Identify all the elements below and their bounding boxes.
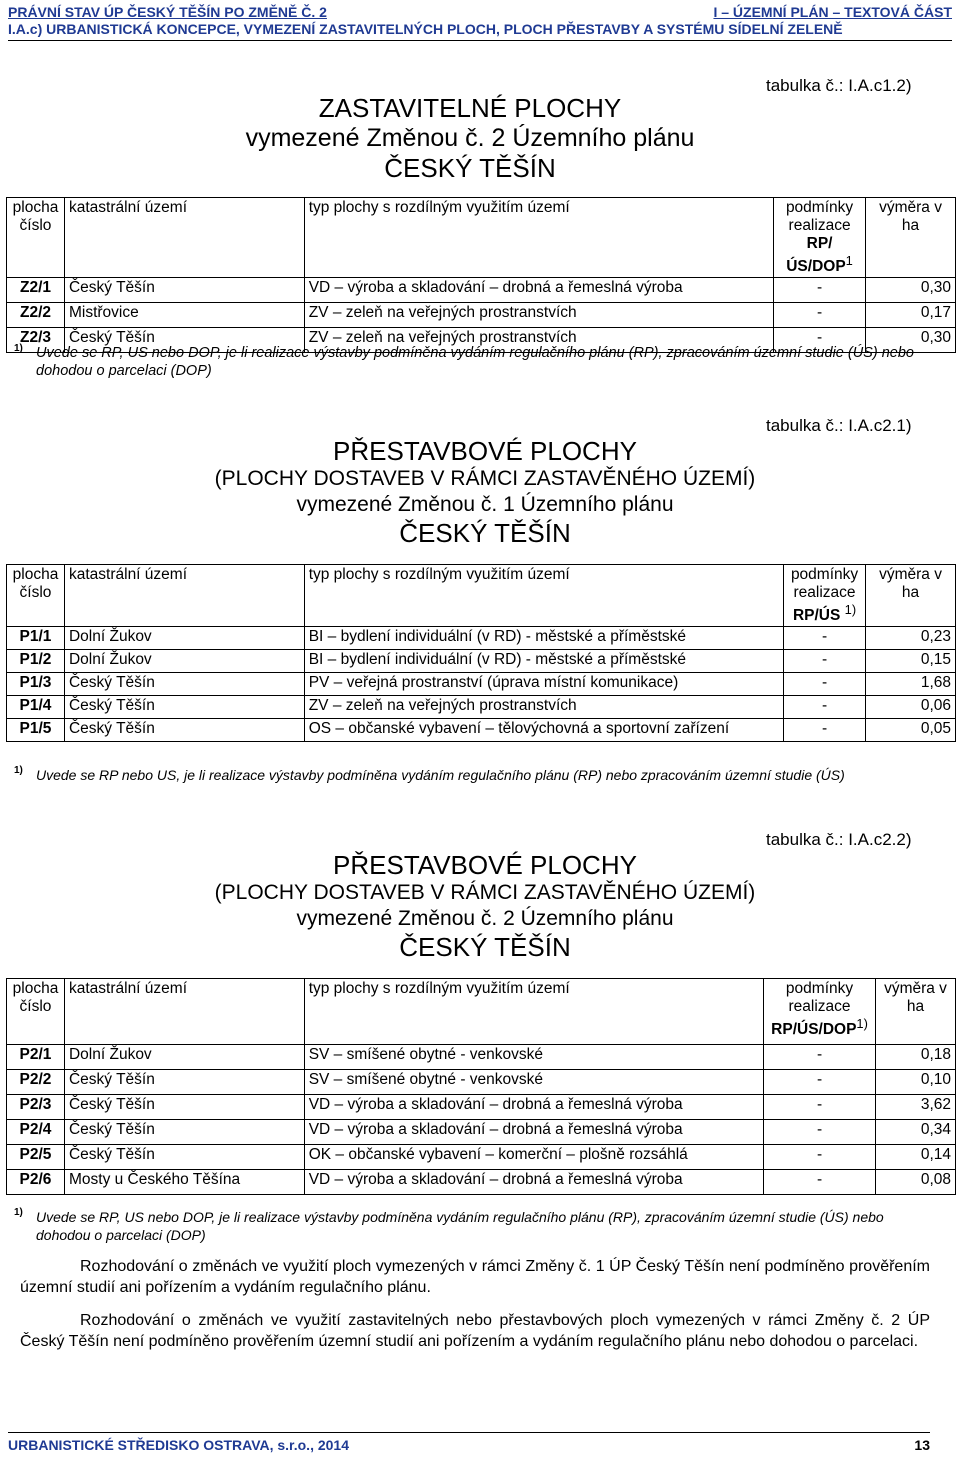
footnote-mark: 1) <box>856 1016 868 1031</box>
vymera: 0,17 <box>866 303 956 328</box>
katastralni-uzemi: Český Těšín <box>64 696 304 719</box>
col-podminky <box>774 198 866 278</box>
typ-plochy: ZV – zeleň na veřejných prostranstvích <box>304 696 783 719</box>
col-vymera: výměra v ha <box>866 198 956 278</box>
title-line: vymezené Změnou č. 2 Územního plánu <box>296 907 674 930</box>
footnote-3 <box>14 1207 926 1244</box>
katastralni-uzemi: Český Těšín <box>64 328 304 353</box>
table-row <box>7 278 956 303</box>
title-line: ZASTAVITELNÉ PLOCHY <box>318 93 622 123</box>
katastralni-uzemi: Dolní Žukov <box>64 627 304 650</box>
podminky: - <box>774 303 866 328</box>
title-line: vymezené Změnou č. 1 Územního plánu <box>296 493 674 516</box>
katastralni-uzemi: Český Těšín <box>64 1145 304 1170</box>
footnote-2 <box>14 765 946 784</box>
table-ref-1: tabulka č.: I.A.c1.2) <box>766 76 912 95</box>
title-line: (PLOCHY DOSTAVEB V RÁMCI ZASTAVĚNÉHO ÚZEMÍ) <box>214 881 756 904</box>
typ-plochy: OS – občanské vybavení – tělovýchovná a sportovní zařízení <box>304 719 783 742</box>
plocha-id: P1/3 <box>7 673 65 696</box>
footer-company: URBANISTICKÉ STŘEDISKO OSTRAVA, s.r.o., 2014 <box>8 1437 349 1453</box>
podminky: - <box>764 1095 876 1120</box>
katastralni-uzemi: Dolní Žukov <box>64 650 304 673</box>
plocha-id: Z2/3 <box>7 328 65 353</box>
table-row <box>7 719 956 742</box>
col-typ: typ plochy s rozdílným využitím území <box>304 198 773 278</box>
footnote-text: Uvede se RP, US nebo DOP, je li realizace výstavby podmíněna vydáním regulačního plánu (RP), zpracováním územní studie (ÚS) nebo dohodou o parcelaci (DOP) <box>36 1209 884 1243</box>
table-3 <box>6 978 956 1195</box>
table-row <box>7 650 956 673</box>
col-podminky <box>784 565 866 627</box>
col-podminky-code: RP/ÚS/DOP <box>771 1021 857 1039</box>
typ-plochy: PV – veřejná prostranství (úprava místní komunikace) <box>304 673 783 696</box>
footnote-mark: 1) <box>14 1207 23 1218</box>
podminky: - <box>784 673 866 696</box>
vymera: 0,14 <box>876 1145 956 1170</box>
header-right: I – ÚZEMNÍ PLÁN – TEXTOVÁ ČÁST <box>713 4 952 20</box>
table-row <box>7 696 956 719</box>
title-line: vymezené Změnou č. 2 Územního plánu <box>245 124 695 152</box>
table-header-row <box>7 979 956 1045</box>
typ-plochy: ZV – zeleň na veřejných prostranstvích <box>304 303 773 328</box>
col-plocha: plocha číslo <box>7 565 65 627</box>
title-line: ČESKÝ TĚŠÍN <box>384 153 556 183</box>
table-row <box>7 1120 956 1145</box>
col-podminky-label: podmínky realizace <box>785 980 854 1015</box>
col-typ: typ plochy s rozdílným využitím území <box>304 565 783 627</box>
vymera: 0,18 <box>876 1045 956 1070</box>
plocha-id: P2/2 <box>7 1070 65 1095</box>
typ-plochy: VD – výroba a skladování – drobná a řemeslná výroba <box>304 278 773 303</box>
footnote-text: Uvede se RP nebo US, je li realizace výstavby podmíněna vydáním regulačního plánu (RP) nebo zpracováním územní studie (ÚS) <box>36 767 845 783</box>
col-ku: katastrální území <box>64 198 304 278</box>
table-1 <box>6 197 956 353</box>
vymera: 0,05 <box>866 719 956 742</box>
title-line: ČESKÝ TĚŠÍN <box>399 932 571 962</box>
katastralni-uzemi: Dolní Žukov <box>64 1045 304 1070</box>
page-footer <box>8 1432 930 1453</box>
title-line: PŘESTAVBOVÉ PLOCHY <box>333 436 637 466</box>
podminky: - <box>764 1170 876 1195</box>
katastralni-uzemi: Český Těšín <box>64 719 304 742</box>
typ-plochy: ZV – zeleň na veřejných prostranstvích <box>304 328 773 353</box>
typ-plochy: VD – výroba a skladování – drobná a řemeslná výroba <box>304 1120 763 1145</box>
header-left: PRÁVNÍ STAV ÚP ČESKÝ TĚŠÍN PO ZMĚNĚ Č. 2 <box>8 4 327 20</box>
plocha-id: P1/5 <box>7 719 65 742</box>
podminky: - <box>784 650 866 673</box>
katastralni-uzemi: Český Těšín <box>64 1120 304 1145</box>
vymera: 0,30 <box>866 278 956 303</box>
plocha-id: P2/1 <box>7 1045 65 1070</box>
paragraph-2: Rozhodování o změnách ve využití zastavitelných nebo přestavbových ploch vymezených v rámci Změny č. 2 ÚP Český Těšín není podmíněno prověřením územní studií ani pořízením a vydáním regulačního plánu nebo dohodou o parcelaci. <box>20 1312 930 1350</box>
col-podminky-label: podmínky realizace <box>790 566 859 601</box>
col-ku: katastrální území <box>64 979 304 1045</box>
vymera: 0,08 <box>876 1170 956 1195</box>
podminky: - <box>764 1145 876 1170</box>
vymera: 0,23 <box>866 627 956 650</box>
vymera: 3,62 <box>876 1095 956 1120</box>
podminky: - <box>774 328 866 353</box>
table-header-row <box>7 198 956 278</box>
podminky: - <box>784 719 866 742</box>
footnote-mark: 1) <box>14 765 23 776</box>
table-row <box>7 1170 956 1195</box>
table-header-row <box>7 565 956 627</box>
podminky: - <box>764 1070 876 1095</box>
col-podminky-label: podmínky realizace <box>785 199 854 234</box>
table-row <box>7 1070 956 1095</box>
footnote-mark: 1) <box>844 602 857 617</box>
podminky: - <box>784 696 866 719</box>
vymera: 1,68 <box>866 673 956 696</box>
table-row <box>7 1145 956 1170</box>
col-podminky-code: RP/ÚS/DOP <box>786 235 846 276</box>
plocha-id: P1/1 <box>7 627 65 650</box>
title-line: ČESKÝ TĚŠÍN <box>399 518 571 548</box>
plocha-id: P2/5 <box>7 1145 65 1170</box>
title-line: PŘESTAVBOVÉ PLOCHY <box>333 850 637 880</box>
table-row <box>7 1095 956 1120</box>
typ-plochy: SV – smíšené obytné - venkovské <box>304 1070 763 1095</box>
typ-plochy: SV – smíšené obytné - venkovské <box>304 1045 763 1070</box>
plocha-id: Z2/2 <box>7 303 65 328</box>
table-title-1 <box>230 93 710 183</box>
typ-plochy: BI – bydlení individuální (v RD) - městské a příměstské <box>304 627 783 650</box>
katastralni-uzemi: Český Těšín <box>64 673 304 696</box>
typ-plochy: VD – výroba a skladování – drobná a řemeslná výroba <box>304 1170 763 1195</box>
col-ku: katastrální území <box>64 565 304 627</box>
podminky: - <box>774 278 866 303</box>
katastralni-uzemi: Český Těšín <box>64 278 304 303</box>
katastralni-uzemi: Český Těšín <box>64 1095 304 1120</box>
table-title-3 <box>150 850 820 962</box>
katastralni-uzemi: Mistřovice <box>64 303 304 328</box>
podminky: - <box>764 1045 876 1070</box>
title-line: (PLOCHY DOSTAVEB V RÁMCI ZASTAVĚNÉHO ÚZEMÍ) <box>214 467 756 490</box>
col-typ: typ plochy s rozdílným využitím území <box>304 979 763 1045</box>
table-ref-2: tabulka č.: I.A.c2.1) <box>766 416 912 435</box>
footnote-mark: 1) <box>14 343 23 354</box>
plocha-id: P2/4 <box>7 1120 65 1145</box>
table-row <box>7 1045 956 1070</box>
plocha-id: P1/4 <box>7 696 65 719</box>
podminky: - <box>784 627 866 650</box>
vymera: 0,06 <box>866 696 956 719</box>
vymera: 0,34 <box>876 1120 956 1145</box>
header-chapter: I.A.c) URBANISTICKÁ KONCEPCE, VYMEZENÍ ZASTAVITELNÝCH PLOCH, PLOCH PŘESTAVBY A SYSTÉMU SÍDELNÍ ZELENĚ <box>8 21 843 37</box>
typ-plochy: VD – výroba a skladování – drobná a řemeslná výroba <box>304 1095 763 1120</box>
col-podminky <box>764 979 876 1045</box>
table-ref-3: tabulka č.: I.A.c2.2) <box>766 830 912 849</box>
podminky: - <box>764 1120 876 1145</box>
table-title-2 <box>150 436 820 548</box>
table-row <box>7 673 956 696</box>
plocha-id: P1/2 <box>7 650 65 673</box>
plocha-id: P2/3 <box>7 1095 65 1120</box>
col-vymera: výměra v ha <box>866 565 956 627</box>
col-podminky-code: RP/ÚS <box>792 607 841 625</box>
footnote-1 <box>14 343 926 380</box>
col-plocha: plocha číslo <box>7 979 65 1045</box>
vymera: 0,15 <box>866 650 956 673</box>
plocha-id: P2/6 <box>7 1170 65 1195</box>
table-2 <box>6 564 956 742</box>
vymera: 0,10 <box>876 1070 956 1095</box>
page-header <box>8 4 952 41</box>
plocha-id: Z2/1 <box>7 278 65 303</box>
col-vymera: výměra v ha <box>876 979 956 1045</box>
table-row <box>7 627 956 650</box>
col-plocha: plocha číslo <box>7 198 65 278</box>
typ-plochy: BI – bydlení individuální (v RD) - městské a příměstské <box>304 650 783 673</box>
footnote-text: Uvede se RP, US nebo DOP, je li realizace výstavby podmíněna vydáním regulačního plánu (RP), zpracováním územní studie (ÚS) nebo dohodou o parcelaci (DOP) <box>36 345 914 379</box>
katastralni-uzemi: Český Těšín <box>64 1070 304 1095</box>
table-row <box>7 303 956 328</box>
page-number: 13 <box>914 1437 930 1453</box>
typ-plochy: OK – občanské vybavení – komerční – plošně rozsáhlá <box>304 1145 763 1170</box>
vymera: 0,30 <box>866 328 956 353</box>
katastralni-uzemi: Mosty u Českého Těšína <box>64 1170 304 1195</box>
footnote-mark: 1 <box>845 253 853 268</box>
paragraph-1: Rozhodování o změnách ve využití ploch vymezených v rámci Změny č. 1 ÚP Český Těšín není podmíněno prověřením územní studií ani pořízením a vydáním regulačního plánu. <box>20 1258 930 1296</box>
